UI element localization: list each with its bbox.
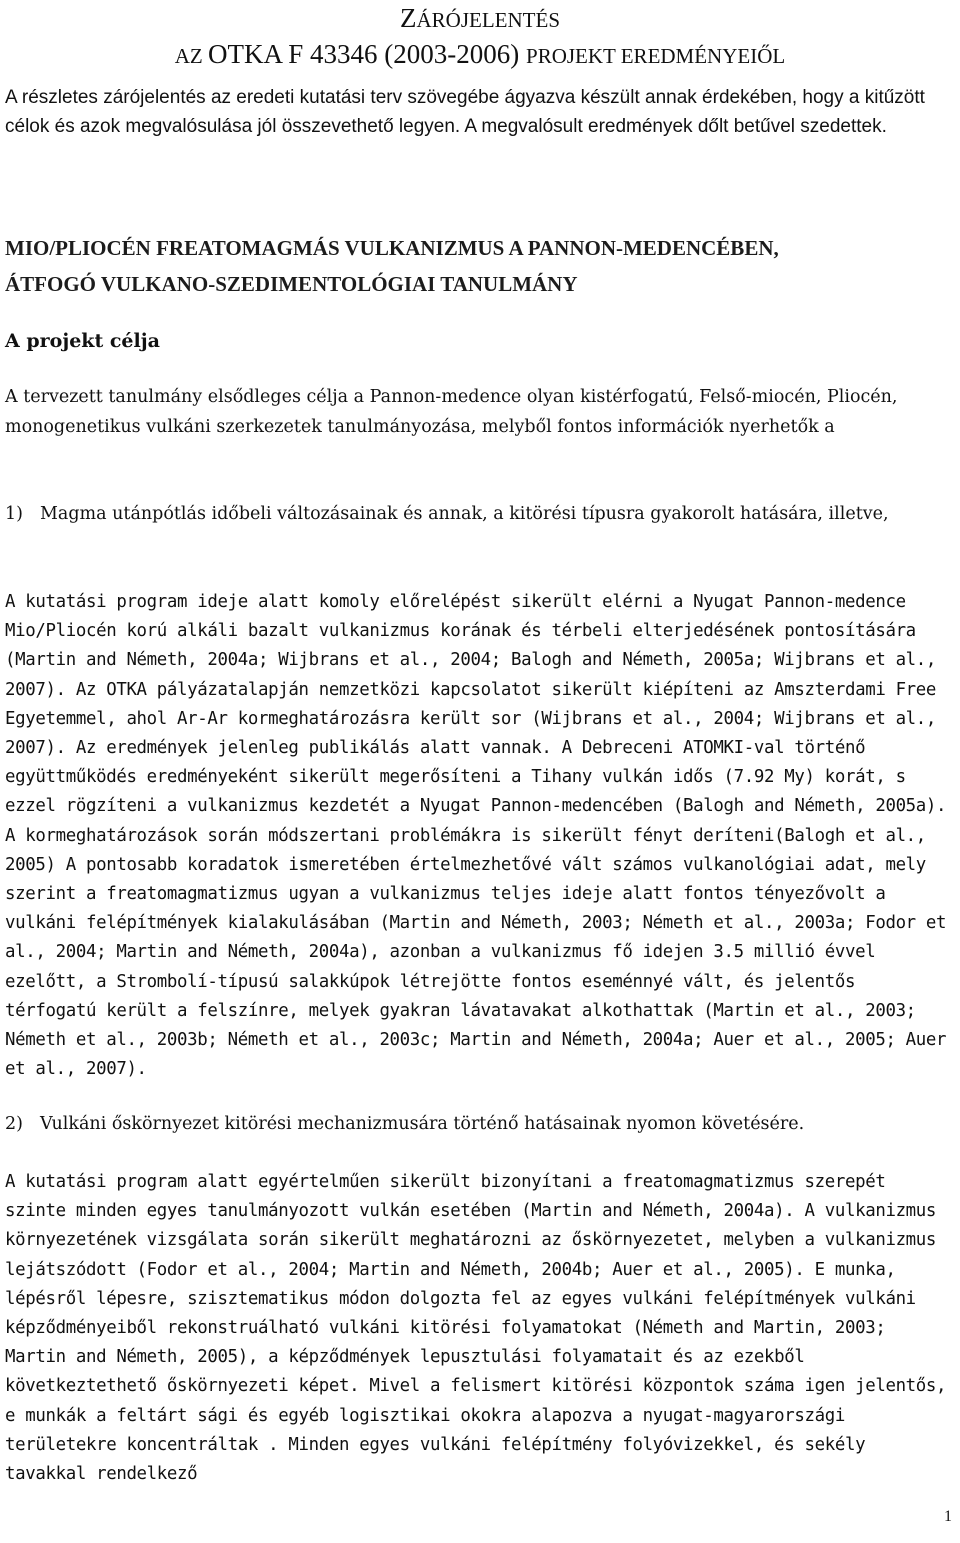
title-line2-main: OTKA F 43346 (2003-2006)	[208, 39, 527, 69]
title-line2-prefix: AZ	[174, 44, 209, 68]
title-line-1	[0, 2, 960, 36]
aim-heading: A projekt célja	[5, 330, 160, 352]
page-number: 1	[944, 1508, 952, 1525]
result-paragraph-1: A kutatási program ideje alatt komoly előrelépést sikerült elérni a Nyugat Pannon-medence Mio/Pliocén korú alkáli bazalt vulkanizmus korának és térbeli elterjedésének pontosítására (Martin and Németh, 2004a; Wijbrans et al., 2004; Balogh and Németh, 2005a; Wijbrans et al., 2007). Az OTKA pályázatalapján nemzetközi kapcsolatot sikerült kiépíteni az Amszterdami Free Egyetemmel, ahol Ar-Ar kormeghatározásra került sor (Wijbrans et al., 2004; Wijbrans et al., 2007). Az eredmények jelenleg publikálás alatt vannak. A Debreceni ATOMKI-val történő együttműködés eredményeként sikerült megerősíteni a Tihany vulkán idős (7.92 My) korát, s ezzel rögzíteni a vulkanizmus kezdetét a Nyugat Pannon-medencében (Balogh and Németh, 2005a). A kormeghatározások során módszertani problémákra is sikerült fényt deríteni(Balogh et al., 2005) A pontosabb koradatok ismeretében értelmezhetővé vált számos vulkanológiai adat, mely szerint a freatomagmatizmus ugyan a vulkanizmus teljes ideje alatt fontos tényezővolt a vulkáni felépítmények kialakulásában (Martin and Németh, 2003; Németh et al., 2003a; Fodor et al., 2004; Martin and Németh, 2004a), azonban a vulkanizmus fő idejen 3.5 millió évvel ezelőtt, a Strombolí-típusú salakkúpok létrejötte fontos eseménnyé vált, és jelentős térfogatú került a felszínre, melyek gyakran lávatavakat alkothattak (Martin et al., 2003; Németh et al., 2003b; Németh et al., 2003c; Martin and Németh, 2004a; Auer et al., 2005; Auer et al., 2007).	[5, 592, 947, 1080]
list-item-text: Vulkáni őskörnyezet kitörési mechanizmusára történő hatásainak nyomon követésére.	[40, 1114, 805, 1134]
result-paragraph-2: A kutatási program alatt egyértelműen sikerült bizonyítani a freatomagmatizmus szerepét szinte minden egyes tanulmányozott vulkán esetében (Martin and Németh, 2004a). A vulkanizmus környezetének vizsgálata során sikerült meghatározni az őskörnyezetet, melyben a vulkanizmus lejátszódott (Fodor et al., 2004; Martin and Németh, 2004b; Auer et al., 2005). E munka, lépésről lépesre, szisztematikus módon dolgozta fel az egyes vulkáni felépítmények vulkáni képződményeiből rekonstruálható vulkáni kitörési folyamatokat (Németh and Martin, 2003; Martin and Németh, 2005), a képződmények lepusztulási folyamatait és az ezekből következtethető őskörnyezeti képet. Mivel a felismert kitörési központok száma igen jelentős, e munkák a feltárt sági és egyéb logisztikai okokra alapozva a nyugat-magyarországi területekre koncentráltak . Minden egyes vulkáni felépítmény folyóvizekkel, és sekély tavakkal rendelkező	[5, 1172, 947, 1485]
title-rest: ÁRÓJELENTÉS	[416, 8, 560, 32]
intro-paragraph: A részletes zárójelentés az eredeti kutatási terv szövegébe ágyazva készült annak érdekében, hogy a kitűzött célok és azok megvalósulása jól összevethető legyen. A megvalósult eredmények dőlt betűvel szedettek.	[5, 87, 925, 138]
list-item-number: 2)	[5, 1114, 23, 1134]
project-title-line-1: MIO/PLIOCÉN FREATOMAGMÁS VULKANIZMUS A PANNON-MEDENCÉBEN,	[5, 236, 779, 260]
list-item-text: Magma utánpótlás időbeli változásainak és annak, a kitörési típusra gyakorolt hatására, illetve,	[40, 504, 889, 524]
project-title-line-2: ÁTFOGÓ VULKANO-SZEDIMENTOLÓGIAI TANULMÁNY	[5, 272, 578, 296]
title-initial: Z	[400, 3, 417, 33]
title-line2-rest: PROJEKT EREDMÉNYEIŐL	[526, 44, 786, 68]
project-title	[5, 230, 955, 302]
aim-paragraph: A tervezett tanulmány elsődleges célja a Pannon-medence olyan kistérfogatú, Felső-miocén, Pliocén, monogenetikus vulkáni szerkezetek tanulmányozása, melyből fontos információk nyerhetők a	[5, 387, 898, 437]
title-line-2	[0, 38, 960, 72]
list-item-number: 1)	[5, 504, 23, 524]
